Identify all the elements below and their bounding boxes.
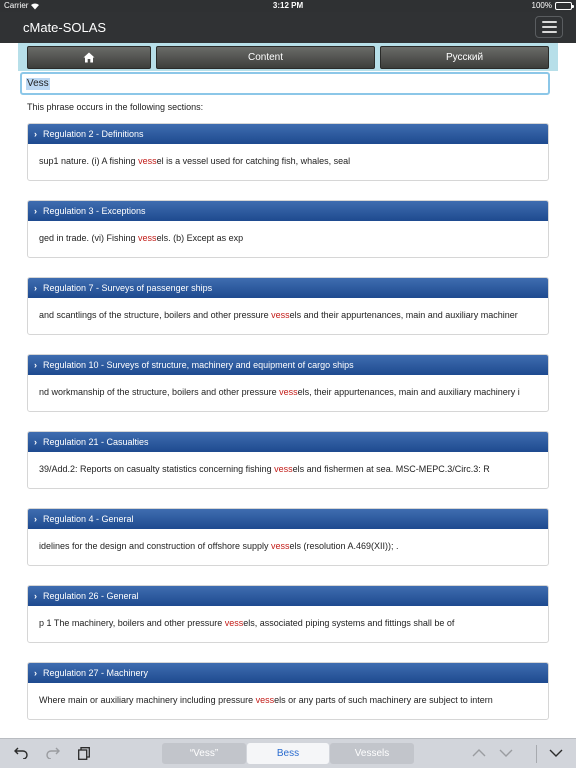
result-header[interactable] xyxy=(28,201,548,221)
language-button[interactable]: Русский xyxy=(380,46,549,69)
chevron-right-icon: › xyxy=(34,668,37,678)
chevron-right-icon: › xyxy=(34,129,37,139)
status-time: 3:12 PM xyxy=(272,1,304,10)
content-button[interactable]: Content xyxy=(156,46,375,69)
match-highlight: vess xyxy=(279,387,298,397)
chevron-right-icon: › xyxy=(34,514,37,524)
hamburger-icon-line xyxy=(542,26,557,28)
clipboard-icon[interactable] xyxy=(78,747,90,760)
result-header[interactable] xyxy=(28,124,548,144)
suggestion-3[interactable]: Vessels xyxy=(330,743,414,764)
chevron-up-icon[interactable] xyxy=(472,749,486,757)
keyboard-shortcut-bar xyxy=(0,738,576,768)
chevron-right-icon: › xyxy=(34,360,37,370)
redo-icon[interactable] xyxy=(46,747,60,759)
match-highlight: vess xyxy=(271,310,290,320)
match-highlight: vess xyxy=(274,464,293,474)
battery-percent: 100% xyxy=(531,1,552,10)
result-card[interactable] xyxy=(27,200,549,258)
chevron-down-icon[interactable] xyxy=(499,749,513,757)
match-highlight: vess xyxy=(255,695,275,705)
result-snippet: nd workmanship of the structure, boilers and other pressure vessels, their appurtenances, main and auxiliary machinery i xyxy=(39,387,520,397)
result-snippet: p 1 The machinery, boilers and other pressure vessels, associated piping systems and fittings shall be of xyxy=(39,618,455,628)
result-header[interactable] xyxy=(28,278,548,298)
chevron-right-icon: › xyxy=(34,437,37,447)
result-snippet: sup1 nature. (i) A fishing vessel is a vessel used for catching fish, whales, seal xyxy=(39,156,351,166)
result-header[interactable] xyxy=(28,432,548,452)
result-title: Regulation 3 - Exceptions xyxy=(43,206,146,216)
battery-indicator xyxy=(532,1,572,10)
result-title: Regulation 7 - Surveys of passenger ships xyxy=(43,283,213,293)
chevron-right-icon: › xyxy=(34,283,37,293)
app-title: cMate-SOLAS xyxy=(23,20,107,35)
result-snippet: Where main or auxiliary machinery including pressure vessels or any parts of such machinery are subject to intern xyxy=(39,695,493,705)
hamburger-icon-line xyxy=(542,21,557,23)
match-highlight: vess xyxy=(270,541,290,551)
result-title: Regulation 21 - Casualties xyxy=(43,437,149,447)
match-highlight: vess xyxy=(138,233,157,243)
result-title: Regulation 4 - General xyxy=(43,514,134,524)
status-bar xyxy=(0,0,576,12)
result-card[interactable] xyxy=(27,508,549,566)
result-header[interactable] xyxy=(28,586,548,606)
wifi-icon xyxy=(30,2,40,10)
menu-button[interactable] xyxy=(535,16,563,38)
house-icon xyxy=(83,52,95,63)
result-card[interactable] xyxy=(27,585,549,643)
battery-icon xyxy=(555,2,572,10)
result-card[interactable] xyxy=(27,277,549,335)
nav-bar xyxy=(0,12,576,43)
result-header[interactable] xyxy=(28,355,548,375)
suggestion-1[interactable]: “Vess” xyxy=(162,743,246,764)
result-title: Regulation 27 - Machinery xyxy=(43,668,149,678)
result-title: Regulation 26 - General xyxy=(43,591,139,601)
chevron-right-icon: › xyxy=(34,206,37,216)
result-header[interactable] xyxy=(28,663,548,683)
home-button[interactable] xyxy=(27,46,151,69)
results-intro: This phrase occurs in the following sections: xyxy=(27,102,204,112)
undo-icon[interactable] xyxy=(14,747,28,759)
search-selection-highlight: Vess xyxy=(27,78,49,89)
result-snippet: 39/Add.2: Reports on casualty statistics concerning fishing vessels and fishermen at sea. MSC-MEPC.3/Circ.3: R xyxy=(39,464,490,474)
carrier-label: Carrier xyxy=(4,1,29,10)
suggestion-2[interactable]: Bess xyxy=(247,743,329,764)
chevron-right-icon: › xyxy=(34,591,37,601)
result-card[interactable] xyxy=(27,123,549,181)
result-card[interactable] xyxy=(27,354,549,412)
match-highlight: vess xyxy=(224,618,244,628)
search-input[interactable] xyxy=(20,72,550,95)
match-highlight: vess xyxy=(138,156,157,166)
toolbar-divider xyxy=(536,745,537,763)
result-snippet: ged in trade. (vi) Fishing vessels. (b) Except as exp xyxy=(39,233,244,243)
result-title: Regulation 2 - Definitions xyxy=(43,129,144,139)
result-title: Regulation 10 - Surveys of structure, machinery and equipment of cargo ships xyxy=(43,360,354,370)
result-card[interactable] xyxy=(27,431,549,489)
hamburger-icon-line xyxy=(542,31,557,33)
result-snippet: idelines for the design and construction of offshore supply vessels (resolution A.469(XII)); . xyxy=(39,541,399,551)
hide-keyboard-icon[interactable] xyxy=(549,749,563,757)
result-snippet: and scantlings of the structure, boilers and other pressure vessels and their appurtenances, main and auxiliary machiner xyxy=(39,310,518,320)
result-card[interactable] xyxy=(27,662,549,720)
result-header[interactable] xyxy=(28,509,548,529)
